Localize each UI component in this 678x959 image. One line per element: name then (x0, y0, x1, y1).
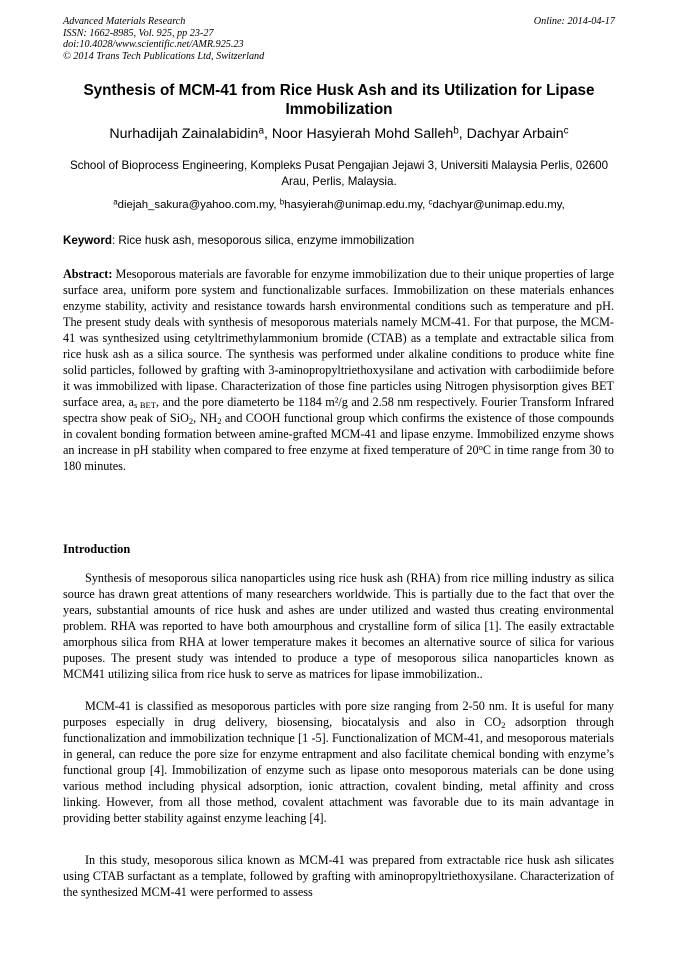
email-separator: , (273, 199, 280, 211)
journal-name: Advanced Materials Research (63, 16, 186, 27)
introduction-heading: Introduction (63, 542, 131, 556)
affiliation: School of Bioprocess Engineering, Kompleks Pusat Pengajian Jejawi 3, Universiti Malaysia Perlis, 02600 Arau, Perlis, Malaysia. (69, 159, 609, 188)
author-affil-mark: c (563, 125, 569, 137)
intro-paragraph-1: Synthesis of mesoporous silica nanoparticles using rice husk ash (RHA) from rice milling industry as silica source has drawn great attentions of many researchers worldwide. This is partially due to the fact that over the years, substantial amounts of rice husk and ashes are under utilized and wasted thus creating environmental problem. RHA was reported to have both amourphous and crystalline form of silica [1]. The easily extractable amorphous silica from RHA at lower temperature makes it becomes an alternative source of silica for various puposes. The present study was intended to produce a type of mesoporous silica nanoparticles known as MCM41 utilizing silica from rice husk to serve as matrices for lipase immobilization.. (63, 571, 614, 681)
abstract-superscript: o (478, 442, 483, 453)
author-name: Noor Hasyierah Mohd Salleh (271, 126, 454, 142)
author-separator: , (458, 126, 467, 142)
abstract-text: and COOH functional group which confirms the existence of those compounds in covalent bonding formation between amine-grafted MCM-41 and lipase enzyme. Immobilized enzyme shows an increase in pH stability when compared to free enzyme at fixed temperature of 20 (63, 411, 614, 457)
abstract-label: Abstract: (63, 267, 113, 281)
abstract-subscript: 2 (217, 416, 222, 427)
author-affil-mark: a (258, 125, 264, 137)
intro-text: adsorption through functionalization and immobilization technique [1 -5]. Functionalization of MCM-41, and mesoporous materials in general, can reduce the pore size for enzyme entrapment and also facilitate chemical bonding with enzyme’s functional group [4]. Immobilization of enzyme such as lipase onto mesoporous materials can be done using various method including physical adsorption, ionic attraction, covalent binding, metal affinity and cross linking. However, from all those method, covalent attachment was favorable due to its main advantage in providing better stability against enzyme leaching [4]. (63, 715, 614, 825)
abstract-subscript: 2 (188, 416, 194, 427)
doi-line: doi:10.4028/www.scientific.net/AMR.925.23 (63, 39, 244, 51)
intro-subscript: 2 (501, 720, 506, 731)
intro-paragraph-2 (63, 698, 614, 826)
issn-line: ISSN: 1662-8985, Vol. 925, pp 23-27 (63, 27, 214, 39)
intro-text: MCM-41 is classified as mesoporous particles with pore size ranging from 2-50 nm. It is useful for many purposes especially in drug delivery, biosensing, biocatalysis and also in CO (63, 699, 614, 729)
email-separator: , (422, 199, 429, 211)
email-mark: c (428, 197, 433, 207)
abstract (63, 266, 614, 474)
author-name: Nurhadijah Zainalabidin (109, 126, 259, 142)
email-mark: b (279, 197, 285, 207)
paper-title: Synthesis of MCM-41 from Rice Husk Ash and its Utilization for Lipase Immobilization (83, 82, 595, 118)
abstract-subscript: s BET (133, 400, 156, 411)
copyright-line: © 2014 Trans Tech Publications Ltd, Switzerland (63, 50, 265, 62)
author-list (40, 126, 638, 142)
abstract-text: , NH (193, 411, 218, 425)
email-separator: , (561, 199, 565, 211)
author-separator: , (263, 126, 272, 142)
email-address[interactable]: diejah_sakura@yahoo.com.my (117, 199, 274, 211)
journal-header (63, 16, 264, 62)
email-list (40, 199, 638, 211)
keyword-text: : Rice husk ash, mesoporous silica, enzyme immobilization (111, 234, 415, 247)
keyword-label: Keyword (63, 234, 112, 247)
abstract-text: C in time range from 30 to 180 minutes. (63, 443, 614, 473)
email-mark: a (113, 197, 118, 207)
email-address[interactable]: dachyar@unimap.edu.my (432, 199, 562, 211)
keywords (63, 234, 414, 247)
email-address[interactable]: hasyierah@unimap.edu.my (284, 199, 423, 211)
abstract-text: Mesoporous materials are favorable for enzyme immobilization due to their unique properties of large surface area, uniform pore system and functionalizable surfaces. Immobilization on these materials enhances enzyme stability, activity and resistance towards harsh environmental conditions such as temperature and pH. The present study deals with synthesis of mesoporous materials namely MCM-41. For that purpose, the MCM-41 was synthesized using cetyltrimethylammonium bromide (CTAB) as a template and extractable silica from rice husk ash as a silica source. The synthesis was performed under alkaline conditions to produce white fine solid particles, followed by grafting with 3-aminopropyltriethoxysilane and activation with carbodiimide before it was immobilized with lipase. Characterization of those fine particles using Nitrogen physisorption gives BET surface area, a (63, 267, 614, 409)
online-date: Online: 2014-04-17 (533, 16, 615, 27)
intro-paragraph-3: In this study, mesoporous silica known as MCM-41 was prepared from extractable rice husk ash silicates using CTAB surfactant as a template, followed by grafting with aminopropyltriethoxysilane. Characterization of the synthesized MCM-41 were performed to assess (63, 853, 614, 899)
author-name: Dachyar Arbain (466, 126, 564, 142)
abstract-text: , and the pore diameterto be 1184 m²/g and 2.58 nm respectively. Fourier Transform Infrared spectra show peak of SiO (63, 395, 614, 425)
author-affil-mark: b (453, 125, 459, 137)
